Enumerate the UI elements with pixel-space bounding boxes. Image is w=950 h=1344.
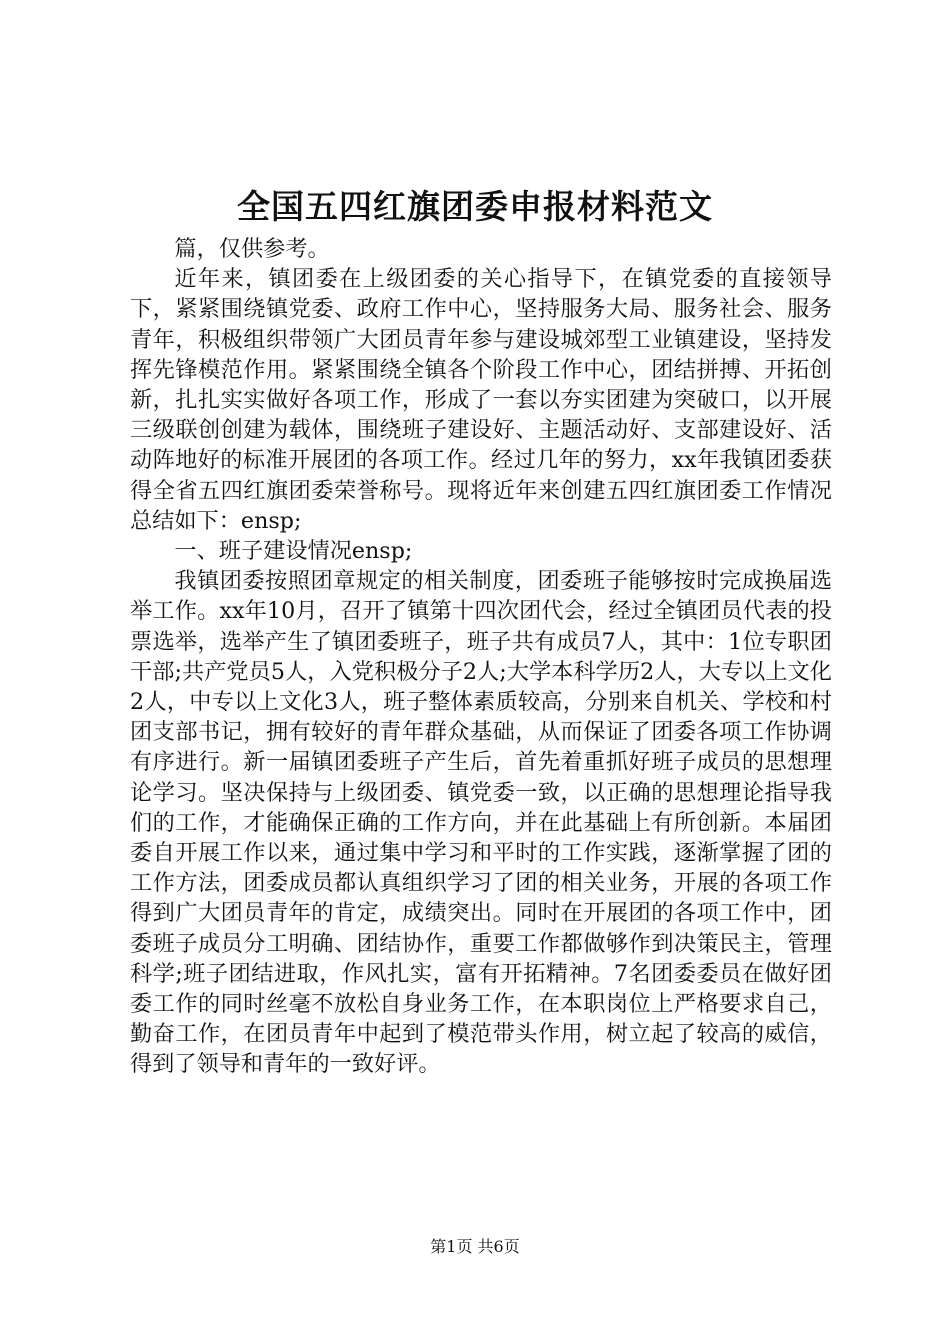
document-title: 全国五四红旗团委申报材料范文: [237, 187, 713, 226]
paragraph-team-building: 我镇团委按照团章规定的相关制度，团委班子能够按时完成换届选举工作。xx年10月，召开了镇第十四次团代会，经过全镇团员代表的投票选举，选举产生了镇团委班子，班子共有成员7人，其中：1位专职团干部;共产党员5人，入党积极分子2人;大学本科学历2人，大专以上文化2人，中专以上文化3人，班子整体素质较高，分别来自机关、学校和村团支部书记，拥有较好的青年群众基础，从而保证了团委各项工作协调有序进行。新一届镇团委班子产生后，首先着重抓好班子成员的思想理论学习。坚决保持与上级团委、镇党委一致，以正确的思想理论指导我们的工作，才能确保正确的工作方向，并在此基础上有所创新。本届团委自开展工作以来，通过集中学习和平时的工作实践，逐渐掌握了团的工作方法，团委成员都认真组织学习了团的相关业务，开展的各项工作得到广大团员青年的肯定，成绩突出。同时在开展团的各项工作中，团委班子成员分工明确、团结协作，重要工作都做够作到决策民主，管理科学;班子团结进取，作风扎实，富有开拓精神。7名团委委员在做好团委工作的同时丝毫不放松自身业务工作，在本职岗位上严格要求自己，勤奋工作，在团员青年中起到了模范带头作用，树立起了较高的威信，得到了领导和青年的一致好评。: [130, 568, 832, 1078]
page-number: 第1页 共6页: [430, 1237, 520, 1256]
paragraph-overview: 近年来，镇团委在上级团委的关心指导下，在镇党委的直接领导下，紧紧围绕镇党委、政府工作中心，坚持服务大局、服务社会、服务青年，积极组织带领广大团员青年参与建设城郊型工业镇建设，坚持发挥先锋模范作用。紧紧围绕全镇各个阶段工作中心，团结拼搏、开拓创新，扎扎实实做好各项工作，形成了一套以夯实团建为突破口，以开展三级联创创建为载体，围绕班子建设好、主题活动好、支部建设好、活动阵地好的标准开展团的各项工作。经过几年的努力，xx年我镇团委获得全省五四红旗团委荣誉称号。现将近年来创建五四红旗团委工作情况总结如下：ensp;: [130, 266, 832, 534]
paragraph-intro: 篇，仅供参考。: [174, 236, 330, 262]
document-body: [130, 234, 832, 1080]
section-heading-team-building: 一、班子建设情况ensp;: [174, 538, 413, 565]
